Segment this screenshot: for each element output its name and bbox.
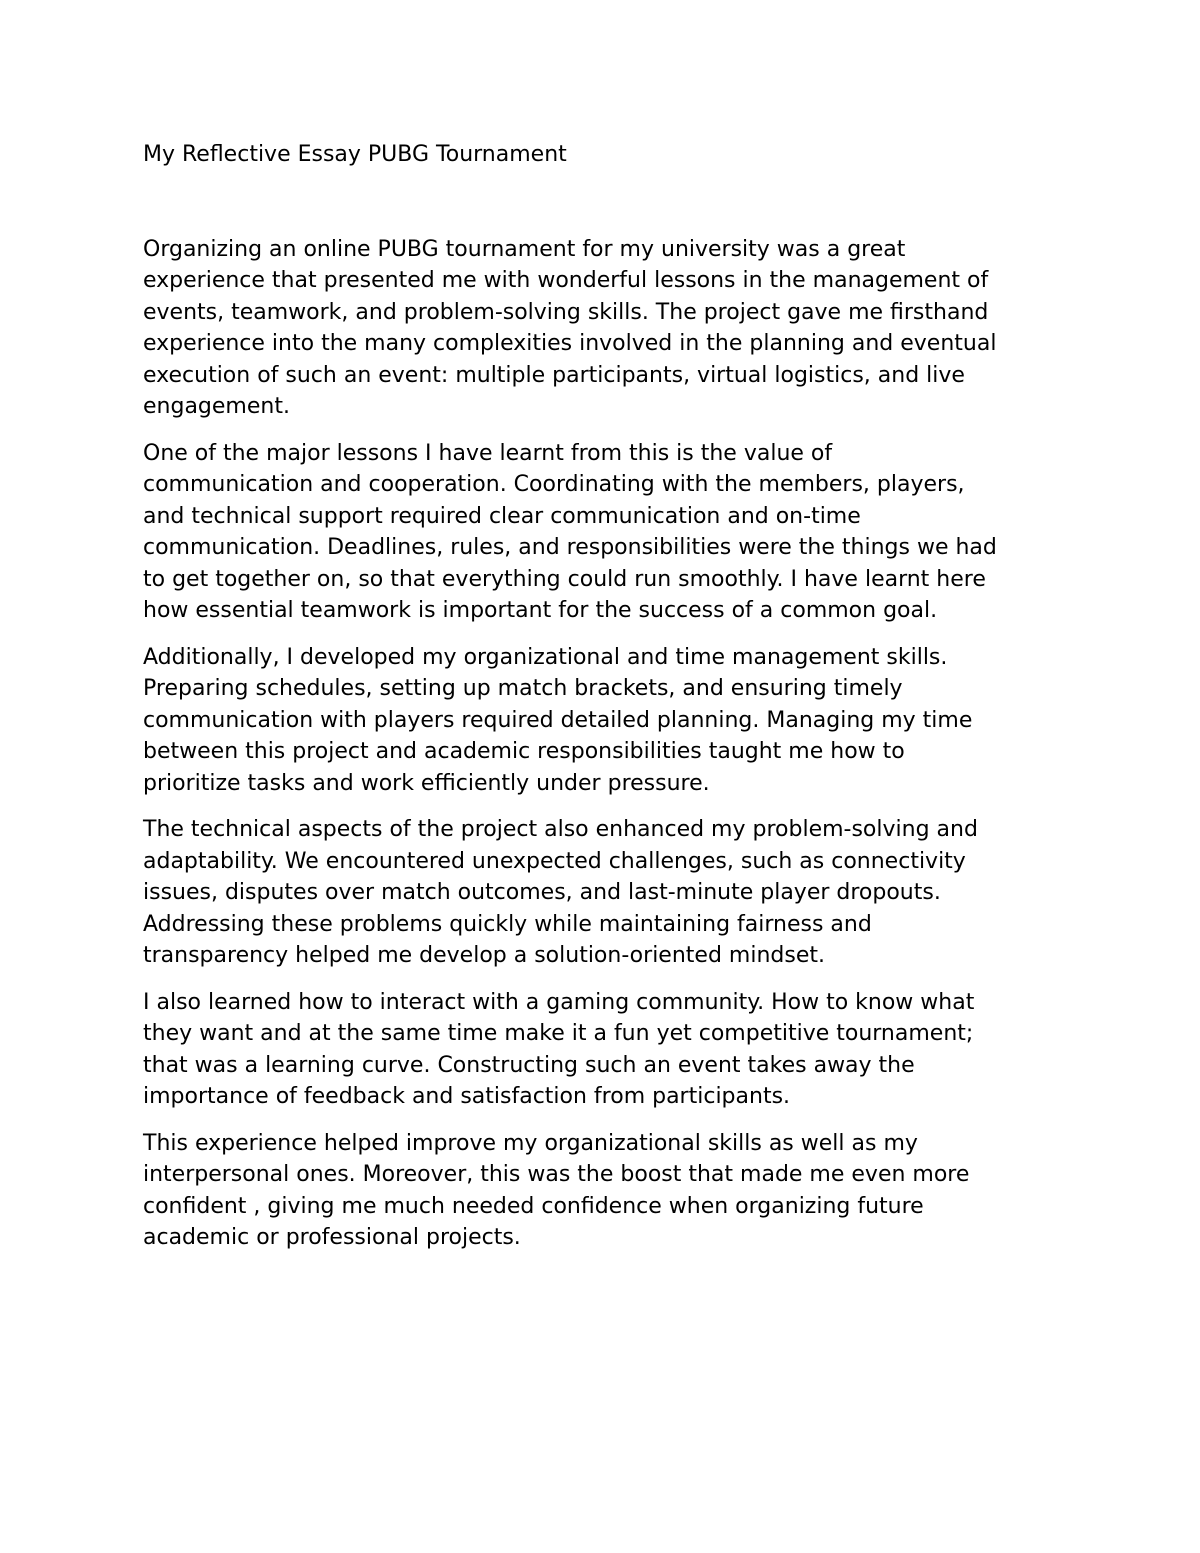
text-line: engagement. bbox=[143, 394, 290, 419]
document-content bbox=[143, 139, 1073, 1269]
text-line: that was a learning curve. Constructing such an event takes away the bbox=[143, 1052, 915, 1078]
text-line: communication. Deadlines, rules, and responsibilities were the things we had bbox=[143, 535, 997, 560]
text-line: execution of such an event: multiple participants, virtual logistics, and live bbox=[143, 362, 965, 388]
text-line: how essential teamwork is important for the success of a common goal. bbox=[143, 598, 938, 623]
text-line: between this project and academic responsibilities taught me how to bbox=[143, 739, 905, 764]
text-line: events, teamwork, and problem-solving skills. The project gave me firsthand bbox=[143, 299, 989, 325]
paragraph-intro bbox=[143, 234, 1073, 423]
title-spacer bbox=[143, 171, 1073, 234]
document-title: My Reflective Essay PUBG Tournament bbox=[143, 142, 567, 167]
text-line: Addressing these problems quickly while maintaining fairness and bbox=[143, 911, 872, 937]
text-line: they want and at the same time make it a fun yet competitive tournament; bbox=[143, 1021, 974, 1046]
text-line: transparency helped me develop a solution-oriented mindset. bbox=[143, 943, 825, 968]
text-line: confident , giving me much needed confidence when organizing future bbox=[143, 1193, 924, 1219]
text-line: academic or professional projects. bbox=[143, 1225, 521, 1250]
text-line: Preparing schedules, setting up match brackets, and ensuring timely bbox=[143, 676, 903, 701]
text-line: The technical aspects of the project also enhanced my problem-solving and bbox=[143, 817, 978, 842]
paragraph-communication bbox=[143, 438, 1073, 627]
text-line: experience into the many complexities involved in the planning and eventual bbox=[143, 331, 997, 356]
text-line: to get together on, so that everything could run smoothly. I have learnt here bbox=[143, 566, 986, 592]
text-line: This experience helped improve my organizational skills as well as my bbox=[143, 1130, 918, 1156]
text-line: importance of feedback and satisfaction from participants. bbox=[143, 1084, 791, 1109]
text-line: Additionally, I developed my organizational and time management skills. bbox=[143, 644, 948, 670]
text-line: communication with players required detailed planning. Managing my time bbox=[143, 707, 973, 733]
paragraph-technical bbox=[143, 814, 1073, 972]
text-line: experience that presented me with wonderful lessons in the management of bbox=[143, 268, 989, 293]
paragraph-community bbox=[143, 987, 1073, 1113]
text-line: communication and cooperation. Coordinating with the members, players, bbox=[143, 472, 965, 497]
paragraph-conclusion bbox=[143, 1128, 1073, 1254]
text-line: I also learned how to interact with a gaming community. How to know what bbox=[143, 989, 975, 1015]
text-line: One of the major lessons I have learnt from this is the value of bbox=[143, 440, 833, 466]
text-line: prioritize tasks and work efficiently under pressure. bbox=[143, 770, 710, 796]
text-line: adaptability. We encountered unexpected challenges, such as connectivity bbox=[143, 848, 966, 874]
text-line: and technical support required clear communication and on-time bbox=[143, 503, 861, 529]
text-line: Organizing an online PUBG tournament for my university was a great bbox=[143, 236, 906, 262]
text-line: interpersonal ones. Moreover, this was the boost that made me even more bbox=[143, 1162, 970, 1187]
text-line: issues, disputes over match outcomes, and last-minute player dropouts. bbox=[143, 880, 941, 905]
paragraph-organization bbox=[143, 642, 1073, 800]
